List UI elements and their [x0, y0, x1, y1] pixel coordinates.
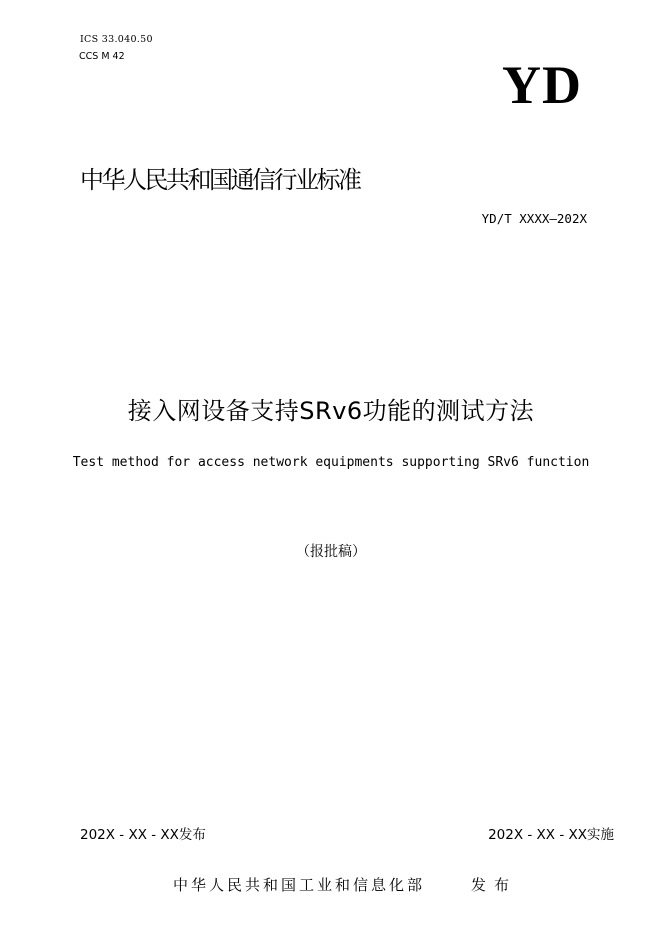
document-title-chinese: 接入网设备支持SRv6功能的测试方法 [127, 397, 535, 425]
standard-number: YD/T XXXX—202X [481, 211, 587, 226]
document-title-english: Test method for access network equipments supporting SRv6 function [72, 455, 590, 470]
ccs-code: CCS M 42 [79, 51, 125, 62]
issuing-authority: 中华人民共和国工业和信息化部 [173, 876, 426, 894]
implementation-date: 202X - XX - XX实施 [488, 827, 614, 843]
issue-label: 发布 [471, 876, 518, 894]
yd-logo: YD [502, 55, 582, 115]
standard-type-heading: 中华人民共和国通信行业标准 [80, 166, 360, 194]
publish-date: 202X - XX - XX发布 [80, 827, 206, 843]
draft-status: （报批稿） [296, 544, 366, 560]
ics-code: ICS 33.040.50 [80, 34, 153, 45]
